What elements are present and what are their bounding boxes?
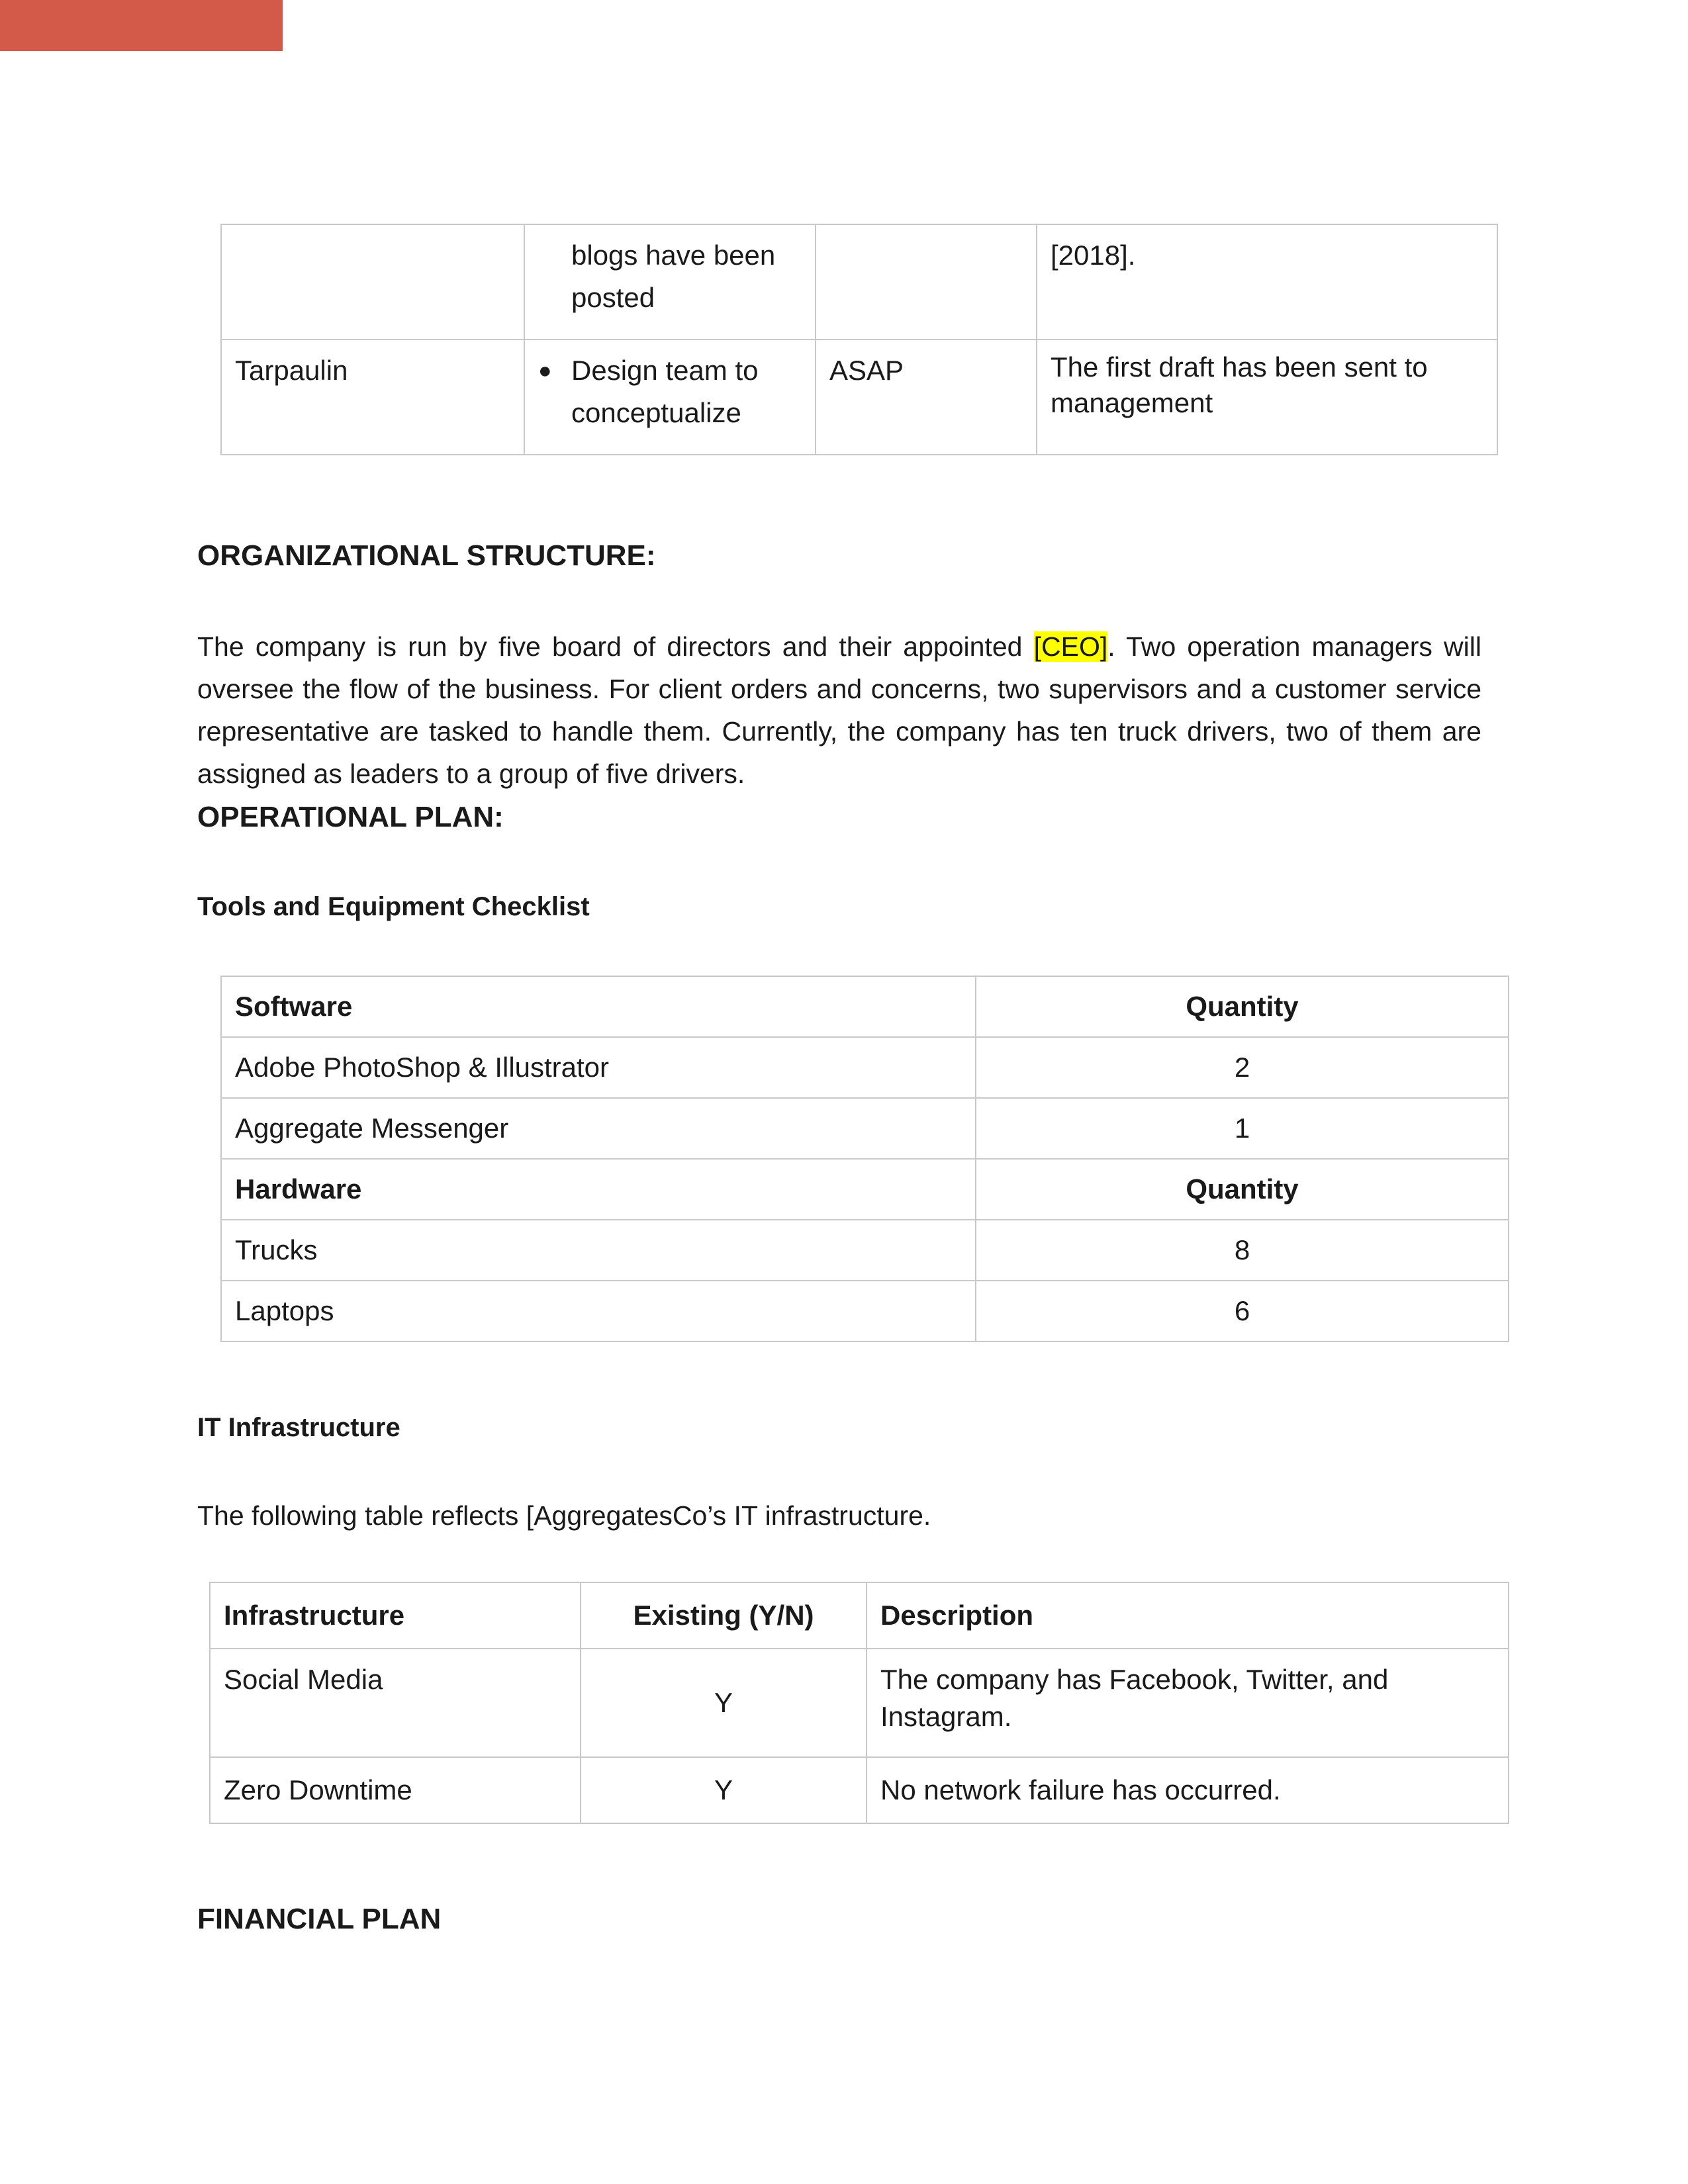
existing-value: Y (581, 1649, 867, 1757)
table-row (221, 1281, 1509, 1342)
column-header: Existing (Y/N) (581, 1582, 867, 1649)
task-text: Design team to conceptualize (571, 355, 759, 428)
infrastructure-description: The company has Facebook, Twitter, and Instagram. (867, 1649, 1509, 1757)
quantity-header: Quantity (976, 1159, 1509, 1220)
financial-plan-heading: FINANCIAL PLAN (197, 1903, 442, 1935)
item-quantity: 1 (976, 1098, 1509, 1159)
table-row (221, 1220, 1509, 1281)
task-text: blogs have been posted (571, 240, 776, 313)
software-header: Software (221, 976, 976, 1037)
tools-checklist-heading: Tools and Equipment Checklist (197, 892, 590, 921)
item-name: Aggregate Messenger (221, 1098, 976, 1159)
existing-value: Y (581, 1757, 867, 1823)
table-header-row (210, 1582, 1509, 1649)
equipment-checklist-table (220, 976, 1509, 1342)
item-quantity: 6 (976, 1281, 1509, 1342)
table-cell: ASAP (816, 340, 1037, 455)
table-cell: The first draft has been sent to management (1037, 340, 1497, 455)
highlighted-text: [CEO] (1033, 631, 1108, 662)
column-header: Infrastructure (210, 1582, 581, 1649)
table-cell (221, 224, 524, 340)
item-name: Trucks (221, 1220, 976, 1281)
quantity-header: Quantity (976, 976, 1509, 1037)
operational-plan-heading: OPERATIONAL PLAN: (197, 801, 504, 833)
table-cell (524, 224, 816, 340)
table-cell: Tarpaulin (221, 340, 524, 455)
table-header-row (221, 1159, 1509, 1220)
org-structure-paragraph (197, 625, 1481, 795)
table-row (221, 1098, 1509, 1159)
table-row (221, 1037, 1509, 1098)
table-row (221, 340, 1497, 455)
header-accent-bar (0, 0, 283, 51)
table-row (221, 224, 1497, 340)
table-row (210, 1757, 1509, 1823)
table-cell (816, 224, 1037, 340)
item-name: Laptops (221, 1281, 976, 1342)
org-structure-heading: ORGANIZATIONAL STRUCTURE: (197, 539, 656, 572)
it-intro-paragraph: The following table reflects [AggregatesCo’s IT infrastructure. (197, 1500, 931, 1531)
column-header: Description (867, 1582, 1509, 1649)
item-quantity: 8 (976, 1220, 1509, 1281)
table-cell: [2018]. (1037, 224, 1497, 340)
table-row (210, 1649, 1509, 1757)
tasks-table (220, 224, 1498, 455)
paragraph-text: . Two operation managers will oversee the flow of the business. For client orders and concerns, two supervisors and a customer service representative are tasked to handle them. Currently, the company has ten truck drivers, two of them are assigned as leaders to a group of five drivers. (197, 631, 1481, 789)
infrastructure-name: Zero Downtime (210, 1757, 581, 1823)
item-name: Adobe PhotoShop & Illustrator (221, 1037, 976, 1098)
bullet-icon: ● (538, 358, 552, 383)
table-header-row (221, 976, 1509, 1037)
infrastructure-name: Social Media (210, 1649, 581, 1757)
it-infrastructure-table (209, 1582, 1509, 1824)
item-quantity: 2 (976, 1037, 1509, 1098)
infrastructure-description: No network failure has occurred. (867, 1757, 1509, 1823)
hardware-header: Hardware (221, 1159, 976, 1220)
table-cell (524, 340, 816, 455)
paragraph-text: The company is run by five board of directors and their appointed (197, 631, 1034, 662)
it-infrastructure-heading: IT Infrastructure (197, 1413, 400, 1442)
